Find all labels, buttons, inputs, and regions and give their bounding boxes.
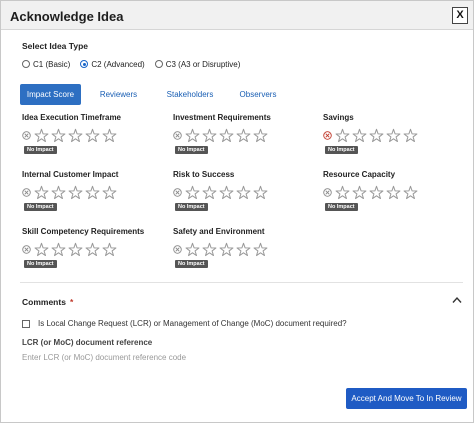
criterion-title: Internal Customer Impact — [22, 170, 119, 179]
accept-move-to-review-button[interactable]: Accept And Move To In Review — [346, 388, 467, 409]
star-outline-icon[interactable] — [253, 185, 268, 200]
star-outline-icon[interactable] — [202, 242, 217, 257]
star-outline-icon[interactable] — [369, 185, 384, 200]
star-outline-icon[interactable] — [352, 185, 367, 200]
clear-rating-icon[interactable] — [173, 188, 182, 197]
tab-observers[interactable]: Observers — [239, 90, 277, 99]
star-outline-icon[interactable] — [185, 128, 200, 143]
star-outline-icon[interactable] — [85, 242, 100, 257]
star-outline-icon[interactable] — [335, 128, 350, 143]
star-outline-icon[interactable] — [51, 128, 66, 143]
clear-rating-icon[interactable] — [173, 245, 182, 254]
star-outline-icon[interactable] — [403, 128, 418, 143]
lcr-moc-checkbox-row — [22, 319, 347, 328]
reference-input[interactable] — [22, 350, 452, 364]
star-outline-icon[interactable] — [102, 185, 117, 200]
star-rating — [173, 184, 270, 201]
star-outline-icon[interactable] — [202, 185, 217, 200]
star-rating — [173, 127, 270, 144]
reference-label: LCR (or MoC) document reference — [22, 338, 153, 347]
comments-label: Comments — [22, 297, 66, 307]
star-outline-icon[interactable] — [102, 242, 117, 257]
star-outline-icon[interactable] — [34, 185, 49, 200]
radio-c3-disruptive[interactable] — [155, 60, 241, 69]
star-rating — [323, 184, 420, 201]
impact-badge: No Impact — [325, 203, 358, 211]
star-outline-icon[interactable] — [51, 242, 66, 257]
star-outline-icon[interactable] — [34, 128, 49, 143]
star-outline-icon[interactable] — [219, 185, 234, 200]
idea-type-radio-group — [22, 58, 250, 70]
star-outline-icon[interactable] — [236, 185, 251, 200]
clear-rating-icon[interactable] — [22, 131, 31, 140]
chevron-up-icon[interactable] — [452, 296, 462, 304]
star-outline-icon[interactable] — [386, 185, 401, 200]
criterion-idea-execution-timeframe — [22, 113, 170, 161]
impact-badge: No Impact — [24, 260, 57, 268]
star-rating — [22, 184, 119, 201]
radio-button[interactable] — [22, 60, 30, 68]
star-outline-icon[interactable] — [219, 242, 234, 257]
section-divider — [20, 282, 463, 283]
criterion-safety-and-environment — [173, 227, 321, 275]
dialog-titlebar — [1, 1, 473, 30]
clear-rating-icon[interactable] — [173, 131, 182, 140]
criterion-savings — [323, 113, 471, 161]
clear-rating-icon[interactable] — [22, 245, 31, 254]
criterion-title: Resource Capacity — [323, 170, 396, 179]
close-button[interactable]: X — [452, 7, 468, 24]
star-outline-icon[interactable] — [85, 128, 100, 143]
star-outline-icon[interactable] — [219, 128, 234, 143]
star-outline-icon[interactable] — [185, 242, 200, 257]
star-outline-icon[interactable] — [85, 185, 100, 200]
star-outline-icon[interactable] — [386, 128, 401, 143]
criterion-title: Idea Execution Timeframe — [22, 113, 121, 122]
idea-type-label: Select Idea Type — [22, 41, 88, 51]
star-rating — [173, 241, 270, 258]
tab-impact-score[interactable]: Impact Score — [20, 84, 81, 105]
radio-label: C2 (Advanced) — [91, 59, 145, 69]
tab-stakeholders[interactable]: Stakeholders — [166, 90, 214, 99]
star-outline-icon[interactable] — [352, 128, 367, 143]
comments-header — [22, 297, 73, 307]
impact-badge: No Impact — [24, 203, 57, 211]
star-outline-icon[interactable] — [369, 128, 384, 143]
radio-button[interactable] — [80, 60, 88, 68]
radio-label: C1 (Basic) — [33, 59, 71, 69]
star-outline-icon[interactable] — [185, 185, 200, 200]
criterion-internal-customer-impact — [22, 170, 170, 218]
impact-badge: No Impact — [175, 260, 208, 268]
star-rating — [22, 241, 119, 258]
star-outline-icon[interactable] — [51, 185, 66, 200]
star-outline-icon[interactable] — [335, 185, 350, 200]
criterion-resource-capacity — [323, 170, 471, 218]
criterion-investment-requirements — [173, 113, 321, 161]
star-outline-icon[interactable] — [102, 128, 117, 143]
criterion-title: Investment Requirements — [173, 113, 271, 122]
checkbox-label: Is Local Change Request (LCR) or Management of Change (MoC) document required? — [38, 319, 347, 328]
radio-button[interactable] — [155, 60, 163, 68]
star-outline-icon[interactable] — [403, 185, 418, 200]
star-outline-icon[interactable] — [68, 242, 83, 257]
impact-badge: No Impact — [175, 146, 208, 154]
impact-badge: No Impact — [24, 146, 57, 154]
required-mark: * — [69, 297, 74, 307]
criterion-skill-competency-requirements — [22, 227, 170, 275]
tab-reviewers[interactable]: Reviewers — [99, 90, 138, 99]
criterion-risk-to-success — [173, 170, 321, 218]
clear-rating-icon[interactable] — [323, 131, 332, 140]
radio-label: C3 (A3 or Disruptive) — [165, 59, 241, 69]
star-outline-icon[interactable] — [253, 242, 268, 257]
radio-c1-basic[interactable] — [22, 60, 70, 69]
clear-rating-icon[interactable] — [22, 188, 31, 197]
criterion-title: Savings — [323, 113, 354, 122]
impact-badge: No Impact — [175, 203, 208, 211]
radio-c2-advanced[interactable] — [80, 60, 144, 69]
star-outline-icon[interactable] — [68, 128, 83, 143]
criterion-title: Skill Competency Requirements — [22, 227, 145, 236]
criterion-title: Safety and Environment — [173, 227, 265, 236]
star-rating — [323, 127, 420, 144]
star-outline-icon[interactable] — [202, 128, 217, 143]
clear-rating-icon[interactable] — [323, 188, 332, 197]
star-outline-icon[interactable] — [236, 128, 251, 143]
tab-bar — [20, 84, 292, 105]
star-outline-icon[interactable] — [68, 185, 83, 200]
dialog-title: Acknowledge Idea — [10, 9, 124, 24]
lcr-moc-checkbox[interactable] — [22, 320, 30, 328]
criterion-title: Risk to Success — [173, 170, 235, 179]
star-outline-icon[interactable] — [34, 242, 49, 257]
star-rating — [22, 127, 119, 144]
star-outline-icon[interactable] — [236, 242, 251, 257]
impact-badge: No Impact — [325, 146, 358, 154]
star-outline-icon[interactable] — [253, 128, 268, 143]
